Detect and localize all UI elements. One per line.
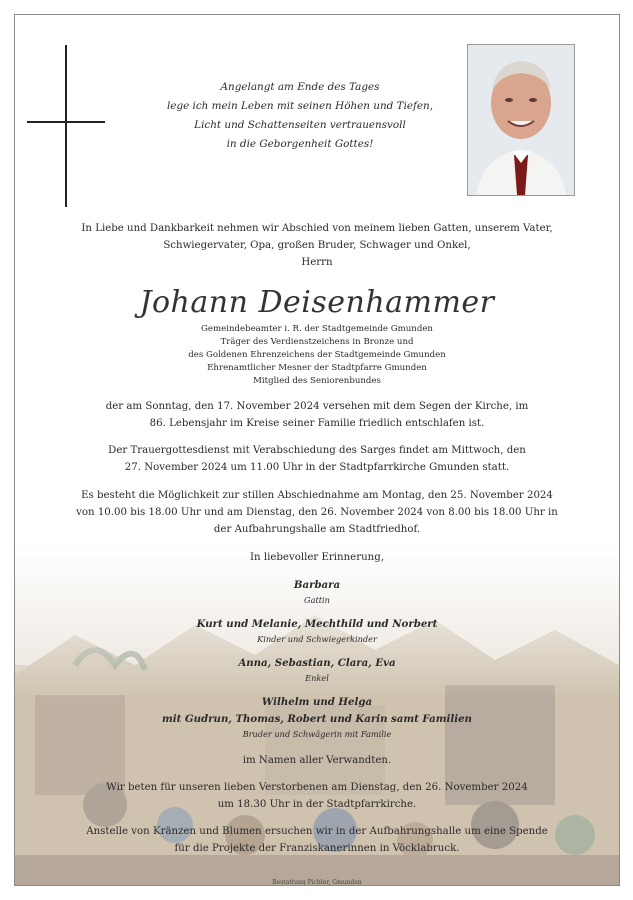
- title-line: Träger des Verdienstzeichens in Bronze und: [220, 337, 414, 347]
- portrait-photo: [467, 44, 575, 196]
- intro-line: Herrn: [301, 257, 333, 268]
- deceased-titles: [55, 323, 579, 388]
- donation-request: [55, 823, 579, 857]
- prayer-line: um 18.30 Uhr in der Stadtpfarrkirche.: [217, 799, 417, 810]
- farewell-viewing: [55, 487, 579, 538]
- prayer-line: Wir beten für unseren lieben Verstorbenen am Dienstag, den 26. November 2024: [106, 782, 528, 793]
- relatives-line: im Namen aller Verwandten.: [242, 755, 392, 766]
- service-line: 27. November 2024 um 11.00 Uhr in der Stadtpfarrkirche Gmunden statt.: [124, 462, 510, 473]
- mourner-grandchildren: [55, 655, 579, 684]
- title-line: Mitglied des Seniorenbundes: [253, 376, 381, 386]
- mourner-children: [55, 616, 579, 645]
- notice-line: der am Sonntag, den 17. November 2024 versehen mit dem Segen der Kirche, im: [105, 401, 529, 412]
- mourner-names: Wilhelm und Helga: [261, 696, 373, 708]
- prayer-notice: [55, 779, 579, 813]
- deceased-block: [55, 285, 579, 321]
- cross-icon-bar: [27, 121, 105, 123]
- undertaker-footer: [55, 869, 579, 886]
- mourner-relation: Kinder und Schwiegerkinder: [257, 634, 377, 644]
- deceased-name: Johann Deisenhammer: [139, 285, 495, 320]
- quote-line: in die Geborgenheit Gottes!: [226, 138, 374, 150]
- service-line: Der Trauergottesdienst mit Verabschiedung des Sarges findet am Mittwoch, den: [108, 445, 526, 456]
- donation-line: Anstelle von Kränzen und Blumen ersuchen wir in der Aufbahrungshalle um eine Spende: [86, 826, 548, 837]
- viewing-line: Es besteht die Möglichkeit zur stillen Abschiednahme am Montag, den 25. November 2024: [81, 490, 553, 501]
- cross-icon: [65, 45, 67, 207]
- mourner-relation: Enkel: [305, 673, 329, 683]
- viewing-line: der Aufbahrungshalle am Stadtfriedhof.: [213, 524, 421, 535]
- remembrance: [55, 549, 579, 566]
- intro-line: Schwiegervater, Opa, großen Bruder, Schwager und Onkel,: [163, 240, 471, 251]
- funeral-service: [55, 442, 579, 476]
- mourner-relation: Gattin: [304, 595, 330, 605]
- intro-paragraph: [55, 220, 579, 271]
- title-line: des Goldenen Ehrenzeichens der Stadtgemeinde Gmunden: [188, 350, 446, 360]
- title-line: Ehrenamtlicher Mesner der Stadtpfarre Gmunden: [207, 363, 427, 373]
- undertaker-name: Bestattung Pichler, Gmunden: [272, 879, 362, 886]
- viewing-line: von 10.00 bis 18.00 Uhr und am Dienstag, den 26. November 2024 von 8.00 bis 18.00 Uhr in: [76, 507, 558, 518]
- notice-line: 86. Lebensjahr im Kreise seiner Familie friedlich entschlafen ist.: [149, 418, 485, 429]
- intro-line: In Liebe und Dankbarkeit nehmen wir Abschied von meinem lieben Gatten, unserem Vater,: [81, 223, 553, 234]
- quote-line: Angelangt am Ende des Tages: [220, 81, 380, 93]
- remembrance-line: In liebevoller Erinnerung,: [250, 552, 384, 563]
- relatives: [55, 752, 579, 769]
- mourner-barbara: [55, 577, 579, 606]
- quote-line: lege ich mein Leben mit seinen Höhen und Tiefen,: [166, 100, 434, 112]
- quote-line: Licht und Schattenseiten vertrauensvoll: [194, 119, 406, 131]
- obituary-sheet: [14, 14, 620, 886]
- mourner-relation: Bruder und Schwägerin mit Familie: [242, 729, 392, 739]
- mourner-names: Anna, Sebastian, Clara, Eva: [238, 657, 396, 669]
- mourner-names: mit Gudrun, Thomas, Robert und Karin samt Familien: [162, 713, 472, 725]
- mourner-siblings: [55, 694, 579, 740]
- portrait-image: [468, 45, 574, 195]
- opening-quote: [145, 78, 455, 154]
- donation-line: für die Projekte der Franziskanerinnen in Vöcklabruck.: [174, 843, 460, 854]
- death-notice: [55, 398, 579, 432]
- mourner-names: Barbara: [293, 579, 341, 591]
- title-line: Gemeindebeamter i. R. der Stadtgemeinde Gmunden: [201, 324, 433, 334]
- mourner-names: Kurt und Melanie, Mechthild und Norbert: [196, 618, 438, 630]
